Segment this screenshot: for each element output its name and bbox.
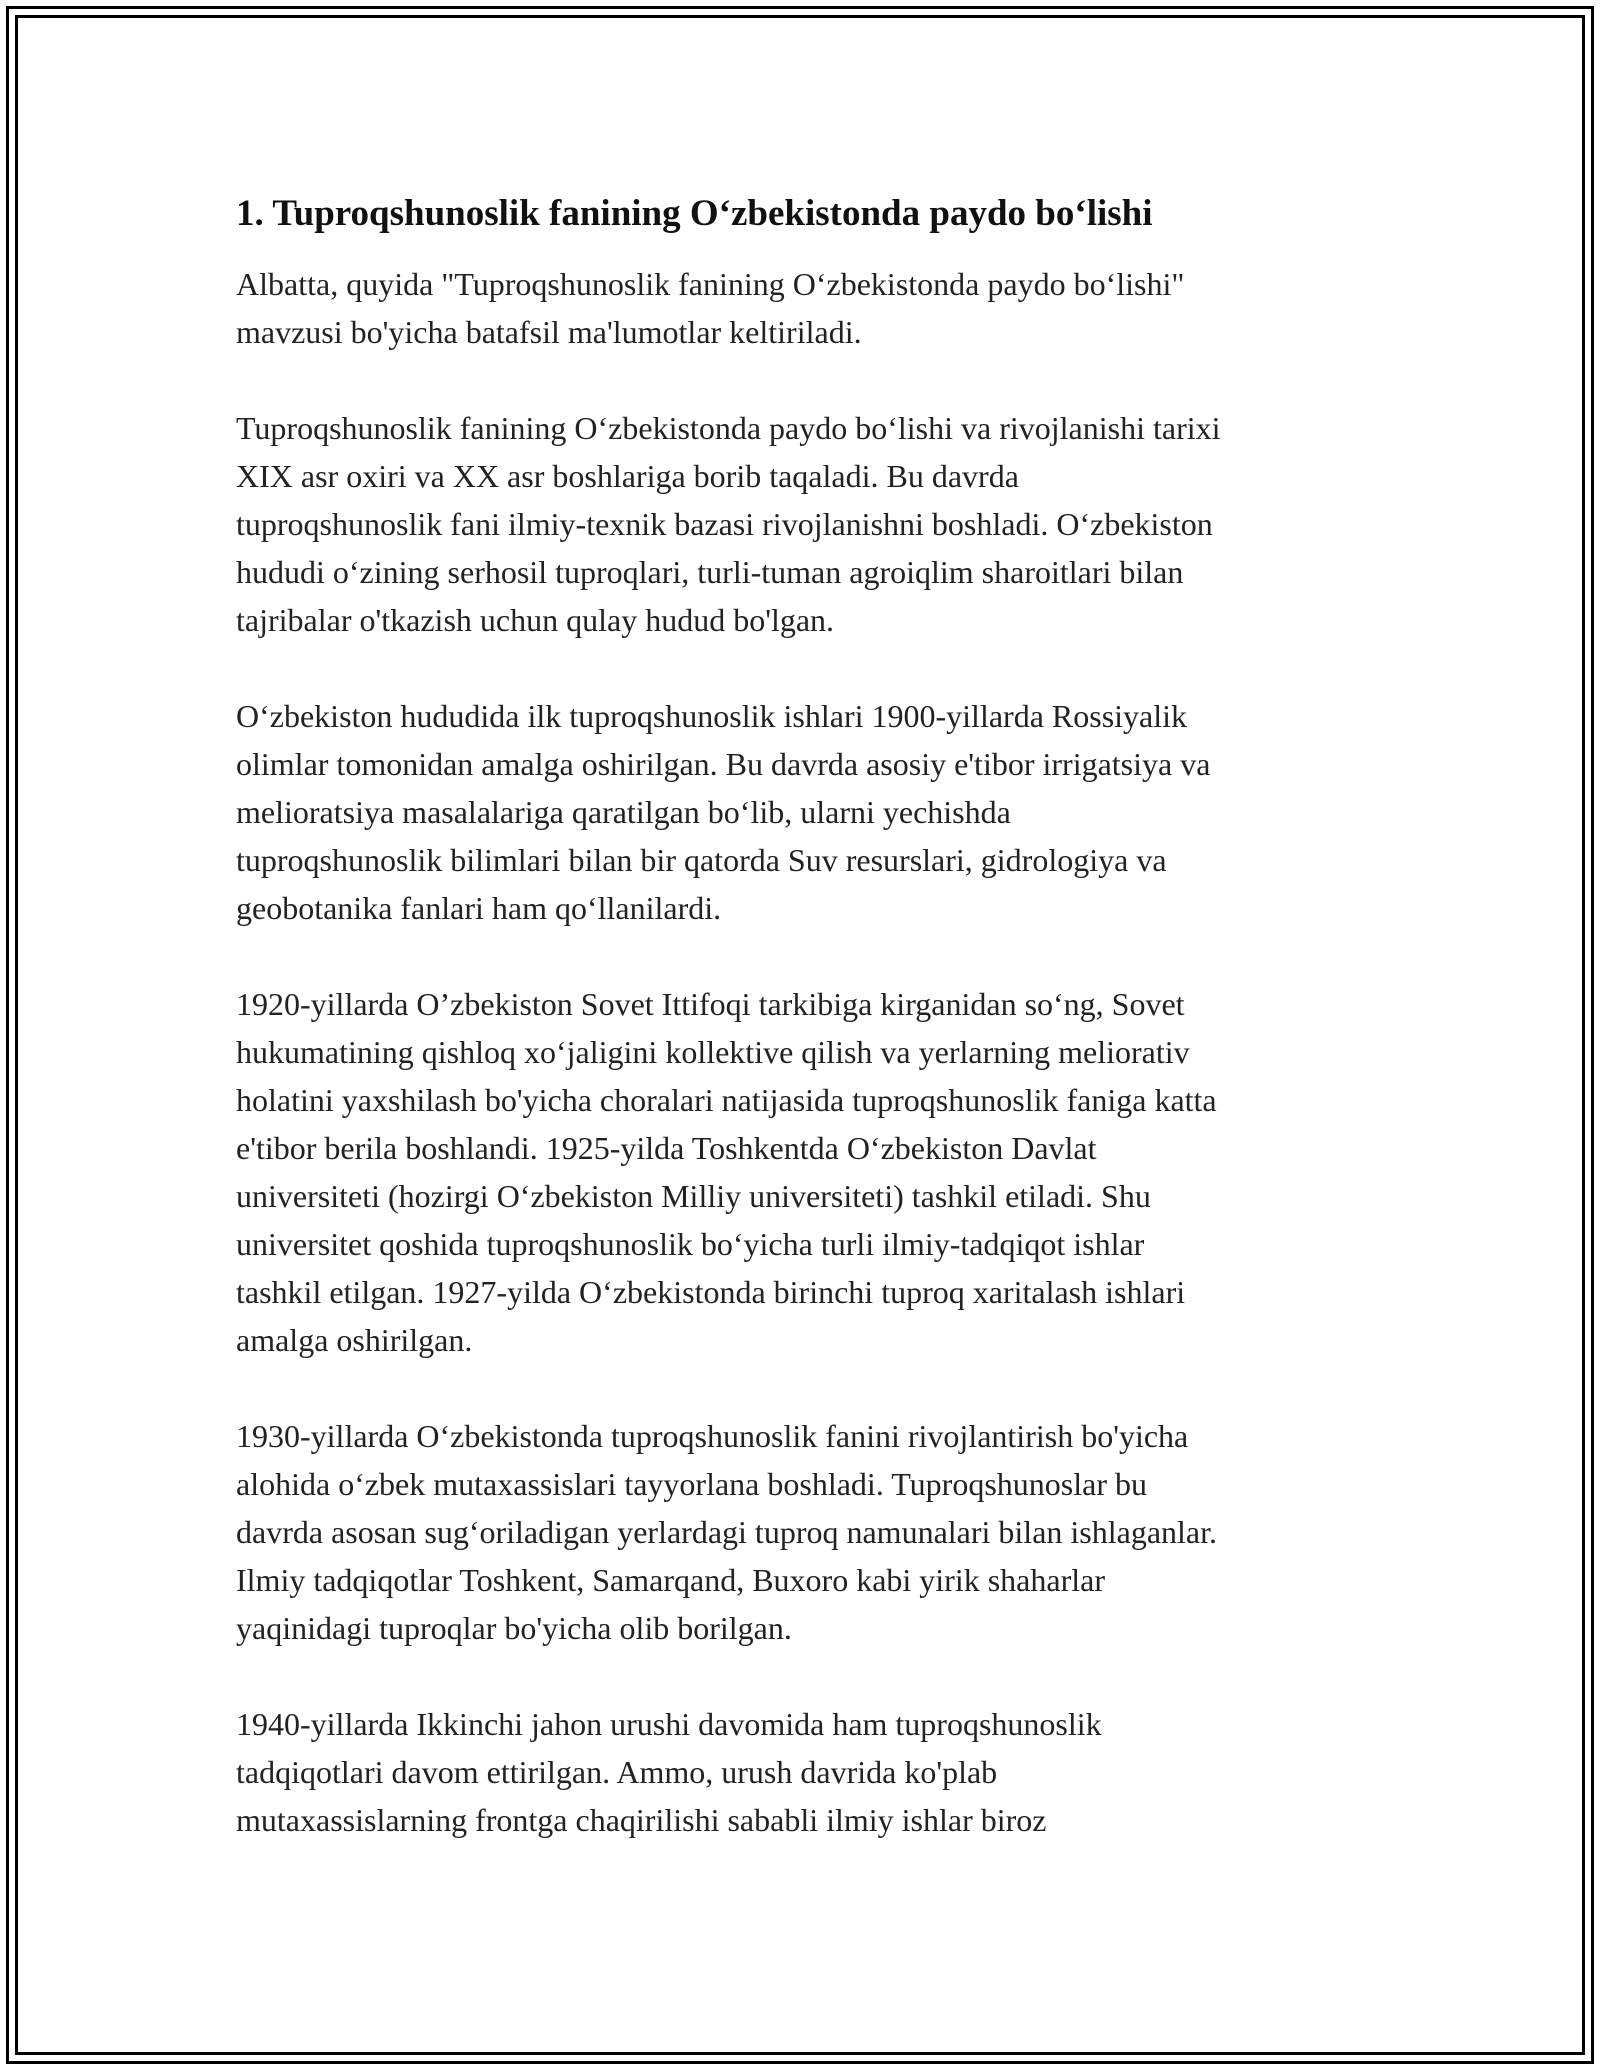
document-body	[236, 188, 1370, 1892]
paragraph-1930s: 1930-yillarda O‘zbekistonda tuproqshunoslik fanini rivojlantirish bo'yicha alohida o‘zbek mutaxassislari tayyorlana boshladi. Tuproqshunoslar bu davrda asosan sug‘oriladigan yerlardagi tuproq namunalari bilan ishlaganlar. Ilmiy tadqiqotlar Toshkent, Samarqand, Buxoro kabi yirik shaharlar yaqinidagi tuproqlar bo'yicha olib borilgan.	[236, 1418, 1218, 1646]
paragraph-intro: Albatta, quyida "Tuproqshunoslik fanining O‘zbekistonda paydo bo‘lishi" mavzusi bo'yicha batafsil ma'lumotlar keltiriladi.	[236, 266, 1185, 350]
paragraph-1900s: O‘zbekiston hududida ilk tuproqshunoslik ishlari 1900-yillarda Rossiyalik olimlar tomonidan amalga oshirilgan. Bu davrda asosiy e'tibor irrigatsiya va melioratsiya masalalariga qaratilgan bo‘lib, ularni yechishda tuproqshunoslik bilimlari bilan bir qatorda Suv resurslari, gidrologiya va geobotanika fanlari ham qo‘llanilardi.	[236, 698, 1211, 926]
paragraph-1940s: 1940-yillarda Ikkinchi jahon urushi davomida ham tuproqshunoslik tadqiqotlari davom ettirilgan. Ammo, urush davrida ko'plab mutaxassislarning frontga chaqirilishi sababli ilmiy ishlar biroz	[236, 1706, 1102, 1838]
paragraph-1920s: 1920-yillarda O’zbekiston Sovet Ittifoqi tarkibiga kirganidan so‘ng, Sovet hukumatining qishloq xo‘jaligini kollektive qilish va yerlarning meliorativ holatini yaxshilash bo'yicha choralari natijasida tuproqshunoslik faniga katta e'tibor berila boshlandi. 1925-yilda Toshkentda O‘zbekiston Davlat universiteti (hozirgi O‘zbekiston Milliy universiteti) tashkil etiladi. Shu universitet qoshida tuproqshunoslik bo‘yicha turli ilmiy-tadqiqot ishlar tashkil etilgan. 1927-yilda O‘zbekistonda birinchi tuproq xaritalash ishlari amalga oshirilgan.	[236, 986, 1217, 1358]
paragraph-origins: Tuproqshunoslik fanining O‘zbekistonda paydo bo‘lishi va rivojlanishi tarixi XIX asr oxiri va XX asr boshlariga borib taqaladi. Bu davrda tuproqshunoslik fani ilmiy-texnik bazasi rivojlanishni boshladi. O‘zbekiston hududi o‘zining serhosil tuproqlari, turli-tuman agroiqlim sharoitlari bilan tajribalar o'tkazish uchun qulay hudud bo'lgan.	[236, 410, 1221, 638]
document-title: 1. Tuproqshunoslik fanining O‘zbekistonda paydo bo‘lishi	[236, 193, 1153, 234]
